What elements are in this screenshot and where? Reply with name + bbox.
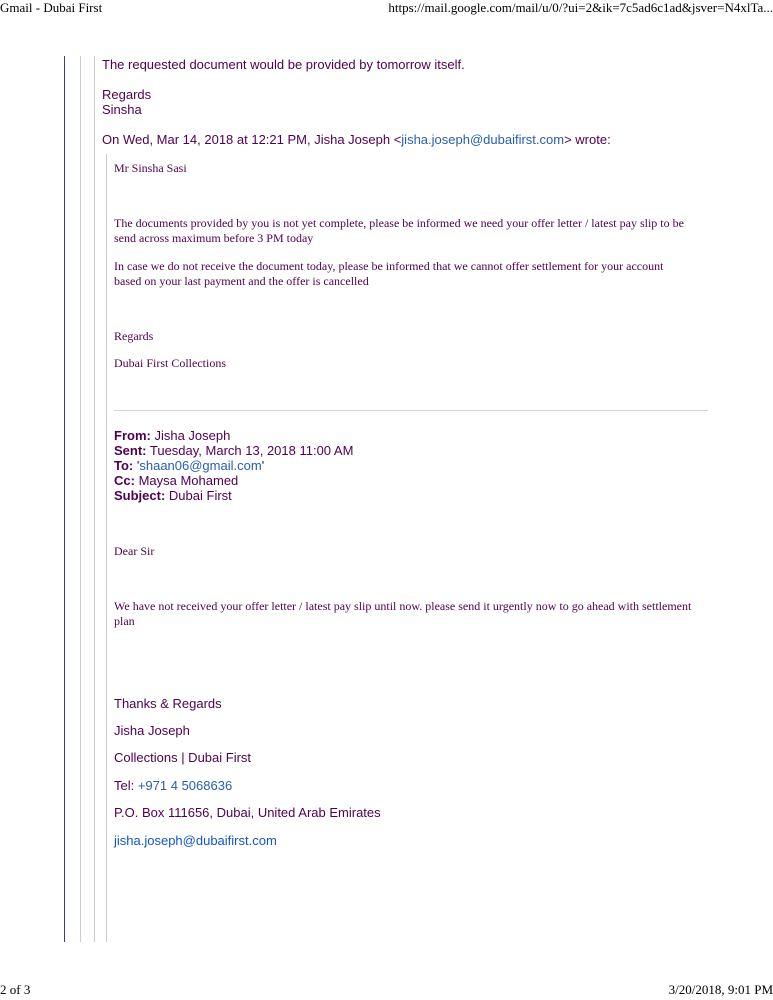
quoted1-para2-line2: based on your last payment and the offer is cancelled — [114, 274, 369, 288]
fwd-sent-label: Sent: — [114, 443, 147, 458]
reply-regards: Regards — [102, 87, 152, 102]
quote-bar-2 — [80, 56, 81, 942]
tel-link[interactable]: +971 4 5068636 — [137, 778, 233, 793]
fwd-to-label: To: — [114, 458, 134, 473]
attribution-email-link[interactable]: jisha.joseph@dubaifirst.com — [401, 132, 565, 147]
fwd-to-open-quote: ' — [136, 458, 140, 473]
print-header-url: https://mail.google.com/mail/u/0/?ui=2&ik=7c5ad6c1ad&jsver=N4xlTa... — [388, 0, 773, 15]
quote-bar-outer — [64, 56, 65, 942]
quoted2-salutation: Dear Sir — [114, 544, 155, 558]
print-footer-page: 2 of 3 — [0, 982, 31, 997]
fwd-subject — [114, 488, 232, 503]
reply-line-1: The requested document would be provided by tomorrow itself. — [102, 57, 465, 72]
print-footer-datetime: 3/20/2018, 9:01 PM — [668, 982, 773, 997]
fwd-sent-value: Tuesday, March 13, 2018 11:00 AM — [149, 443, 354, 458]
quoted1-signature: Dubai First Collections — [114, 356, 226, 370]
fwd-to-email-link[interactable]: shaan06@gmail.com — [139, 458, 262, 473]
fwd-cc — [114, 473, 238, 488]
forward-divider — [114, 410, 708, 411]
quote-bar-inner — [106, 154, 107, 942]
fwd-to-close-quote: ' — [261, 458, 265, 473]
tel-label: Tel: — [114, 778, 138, 793]
fwd-to — [114, 458, 264, 473]
attribution-suffix: > wrote: — [564, 132, 611, 147]
quote-bar-3 — [94, 56, 95, 942]
quoted2-name: Jisha Joseph — [114, 723, 190, 738]
quoted2-para-line2: plan — [114, 614, 135, 628]
quoted1-para1-line2: send across maximum before 3 PM today — [114, 231, 314, 245]
quoted2-tel — [114, 778, 232, 793]
quoted1-para2-line1: In case we do not receive the document today, please be informed that we cannot offer settlement for your account — [114, 259, 664, 273]
quoted2-address: P.O. Box 111656, Dubai, United Arab Emirates — [114, 805, 381, 820]
quoted1-salutation: Mr Sinsha Sasi — [114, 161, 187, 175]
quoted2-dept: Collections | Dubai First — [114, 750, 252, 765]
fwd-from — [114, 428, 230, 443]
fwd-subject-value: Dubai First — [168, 488, 232, 503]
fwd-from-value: Jisha Joseph — [154, 428, 231, 443]
attribution-prefix: On Wed, Mar 14, 2018 at 12:21 PM, Jisha Joseph < — [102, 132, 402, 147]
fwd-cc-value: Maysa Mohamed — [138, 473, 239, 488]
fwd-cc-label: Cc: — [114, 473, 135, 488]
fwd-from-label: From: — [114, 428, 151, 443]
quoted1-regards: Regards — [114, 329, 154, 343]
reply-name: Sinsha — [102, 102, 142, 117]
quoted2-para-line1: We have not received your offer letter / latest pay slip until now. please send it urgently now to go ahead with settlement — [114, 599, 692, 613]
fwd-subject-label: Subject: — [114, 488, 166, 503]
quoted1-para1-line1: The documents provided by you is not yet complete, please be informed we need your offer letter / latest pay slip to be — [114, 216, 684, 230]
quoted2-thanks: Thanks & Regards — [114, 696, 222, 711]
reply-attribution — [102, 132, 611, 147]
quoted2-email-link[interactable]: jisha.joseph@dubaifirst.com — [114, 833, 277, 848]
print-header-title: Gmail - Dubai First — [0, 0, 103, 15]
fwd-sent — [114, 443, 353, 458]
